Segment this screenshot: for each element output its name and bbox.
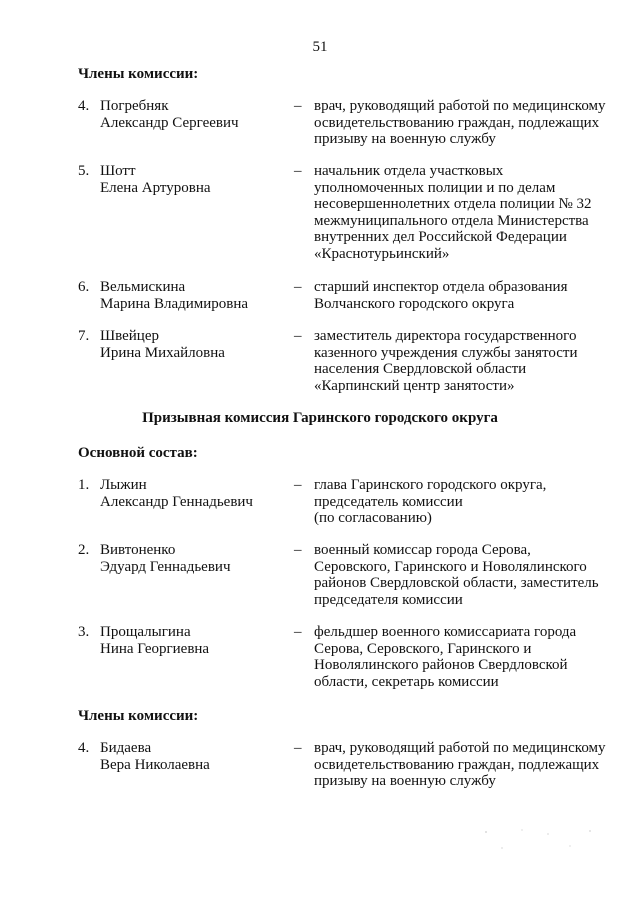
section-heading-main-composition: Основной состав: — [78, 445, 198, 461]
member-name — [100, 279, 290, 312]
member-role — [314, 279, 624, 312]
member-role — [314, 624, 624, 690]
role-line: Серова, Серовского, Гаринского и — [314, 640, 532, 657]
member-given-names: Александр Геннадьевич — [100, 493, 253, 510]
role-line: уполномоченных полиции и по делам — [314, 179, 556, 196]
member-given-names: Марина Владимировна — [100, 295, 249, 312]
role-line: межмуниципального отдела Министерства — [314, 212, 589, 229]
role-line: военный комиссар города Серова, — [314, 542, 531, 558]
entry-number: 6. — [78, 279, 90, 295]
dash-separator: – — [294, 163, 302, 179]
member-given-names: Елена Артуровна — [100, 179, 211, 196]
role-line: населения Свердловской области — [314, 361, 527, 377]
page-number: 51 — [312, 39, 328, 55]
scan-noise-marks — [480, 828, 600, 858]
dash-separator: – — [294, 279, 302, 295]
commission-title: Призывная комиссия Гаринского городского округа — [142, 410, 498, 426]
role-line: Серовского, Гаринского и Новолялинского — [314, 558, 587, 575]
member-role — [314, 740, 624, 790]
member-surname: Шотт — [100, 163, 136, 179]
role-line: освидетельствованию граждан, подлежащих — [314, 114, 600, 131]
member-surname: Бидаева — [100, 740, 152, 756]
section-heading-members: Члены комиссии: — [78, 708, 199, 724]
entry-number: 4. — [78, 740, 90, 756]
entry-number: 1. — [78, 477, 90, 493]
entry-number: 3. — [78, 624, 90, 640]
dash-separator: – — [294, 624, 302, 640]
entry-number: 5. — [78, 163, 90, 179]
member-surname: Вивтоненко — [100, 542, 176, 558]
role-line: (по согласованию) — [314, 510, 432, 526]
role-line: освидетельствованию граждан, подлежащих — [314, 756, 600, 773]
role-line: заместитель директора государственного — [314, 328, 577, 344]
role-line: председатель комиссии — [314, 493, 463, 510]
role-line: районов Свердловской области, заместитель — [314, 575, 599, 591]
member-name — [100, 542, 290, 575]
entry-number: 4. — [78, 98, 90, 114]
entry-number: 7. — [78, 328, 90, 344]
member-role — [314, 477, 624, 527]
dash-separator: – — [294, 740, 302, 756]
role-line: «Карпинский центр занятости» — [314, 377, 515, 394]
member-name — [100, 163, 290, 196]
member-surname: Прощалыгина — [100, 624, 191, 640]
member-name — [100, 328, 290, 361]
role-line: призыву на военную службу — [314, 131, 496, 147]
role-line: несовершеннолетних отдела полиции № 32 — [314, 196, 592, 212]
role-line: старший инспектор отдела образования — [314, 279, 568, 295]
role-line: врач, руководящий работой по медицинскому — [314, 740, 606, 756]
member-given-names: Эдуард Геннадьевич — [100, 558, 231, 575]
entry-number: 2. — [78, 542, 90, 558]
member-surname: Швейцер — [100, 328, 159, 344]
section-heading-members: Члены комиссии: — [78, 66, 199, 82]
member-name — [100, 740, 290, 773]
role-line: глава Гаринского городского округа, — [314, 477, 547, 493]
role-line: казенного учреждения службы занятости — [314, 344, 578, 361]
member-name — [100, 477, 290, 510]
role-line: внутренних дел Российской Федерации — [314, 229, 567, 245]
member-surname: Лыжин — [100, 477, 147, 493]
member-given-names: Александр Сергеевич — [100, 114, 239, 131]
dash-separator: – — [294, 477, 302, 493]
member-name — [100, 98, 290, 131]
dash-separator: – — [294, 542, 302, 558]
role-line: области, секретарь комиссии — [314, 673, 499, 690]
role-line: начальник отдела участковых — [314, 163, 504, 179]
role-line: «Краснотурьинский» — [314, 245, 450, 262]
member-role — [314, 328, 624, 394]
role-line: Новолялинского районов Свердловской — [314, 657, 568, 673]
role-line: Волчанского городского округа — [314, 295, 515, 312]
role-line: врач, руководящий работой по медицинскому — [314, 98, 606, 114]
member-surname: Погребняк — [100, 98, 169, 114]
member-role — [314, 163, 624, 262]
role-line: председателя комиссии — [314, 591, 463, 608]
role-line: фельдшер военного комиссариата города — [314, 624, 577, 640]
member-given-names: Вера Николаевна — [100, 756, 210, 773]
member-role — [314, 98, 624, 148]
member-role — [314, 542, 624, 608]
member-name — [100, 624, 290, 657]
member-surname: Вельмискина — [100, 279, 186, 295]
member-given-names: Нина Георгиевна — [100, 640, 210, 657]
dash-separator: – — [294, 98, 302, 114]
role-line: призыву на военную службу — [314, 773, 496, 789]
dash-separator: – — [294, 328, 302, 344]
member-given-names: Ирина Михайловна — [100, 344, 225, 361]
